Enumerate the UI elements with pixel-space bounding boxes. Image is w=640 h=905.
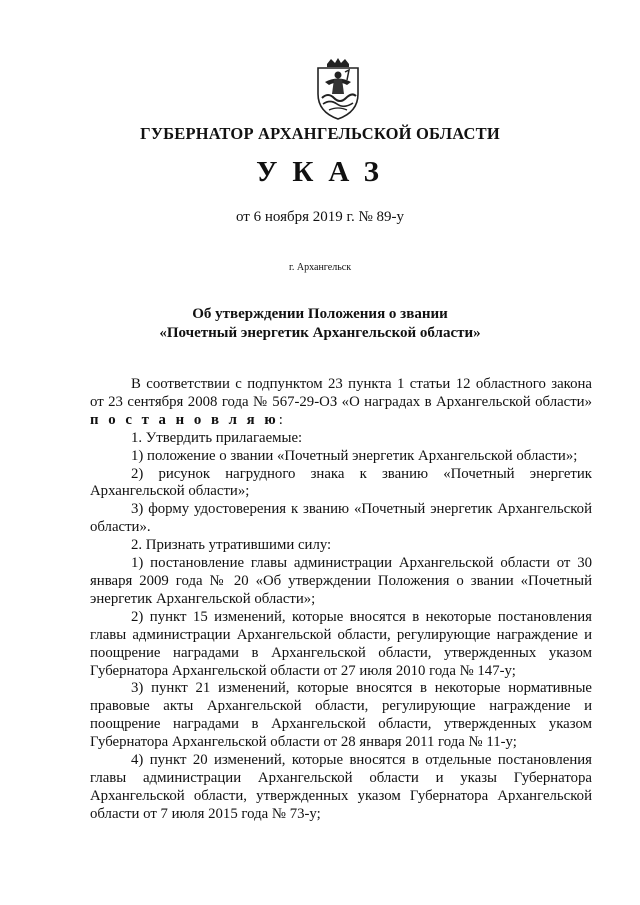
title-line-2: «Почетный энергетик Архангельской области» <box>159 325 481 341</box>
resolve-word: п о с т а н о в л я ю <box>90 411 279 428</box>
clause-1-item-3: 3) форму удостоверения к званию «Почетный энергетик Архангельской области». <box>90 501 592 536</box>
clause-1: 1. Утвердить прилагаемые: <box>131 429 303 446</box>
clause-2-item-3: 3) пункт 21 изменений, которые вносятся в некоторые нормативные правовые акты Архангельской области, регулирующие награждение и поощрение наградами в Архангельской области, утвержденных указом Губернатора Архангельской области от 28 января 2011 года № 11-у; <box>90 680 592 751</box>
clause-2-item-4: 4) пункт 20 изменений, которые вносятся в отдельные постановления главы администрации Архангельской области и указы Губернатора Архангельской области, утвержденных указом Губернатора Архангельской области от 7 июля 2015 года № 73-у; <box>90 752 592 822</box>
document-type: УКАЗ <box>256 156 394 188</box>
preamble-paragraph <box>90 376 592 430</box>
document-date-number: от 6 ноября 2019 г. № 89-у <box>235 209 405 225</box>
preamble-text: В соответствии с подпунктом 23 пункта 1 статьи 12 областного закона от 23 сентября 2008 года № 567-29-ОЗ «О наградах в Архангельской области» <box>90 376 592 410</box>
clause-2-item-1: 1) постановление главы администрации Архангельской области от 30 января 2009 года № 20 «Об утверждении Положения о звании «Почетный энергетик Архангельской области»; <box>90 555 592 607</box>
resolve-colon: : <box>278 411 283 428</box>
clause-1-item-2: 2) рисунок нагрудного знака к званию «Почетный энергетик Архангельской области»; <box>90 465 592 500</box>
document-body <box>90 376 592 824</box>
coat-of-arms-icon <box>313 58 363 120</box>
authority-heading: ГУБЕРНАТОР АРХАНГЕЛЬСКОЙ ОБЛАСТИ <box>140 124 500 143</box>
document-title <box>0 305 640 343</box>
document-place: г. Архангельск <box>288 262 352 273</box>
clause-2-item-2: 2) пункт 15 изменений, которые вносятся в некоторые постановления главы администрации Архангельской области, регулирующие награждение и поощрение наградами в Архангельской области, утвержденных указом Губернатора Архангельской области от 27 июля 2010 года № 147-у; <box>90 608 592 679</box>
title-line-1: Об утверждении Положения о звании <box>192 306 448 322</box>
clause-2: 2. Признать утратившими силу: <box>131 537 332 554</box>
clause-1-item-1: 1) положение о звании «Почетный энергетик Архангельской области»; <box>131 447 578 464</box>
